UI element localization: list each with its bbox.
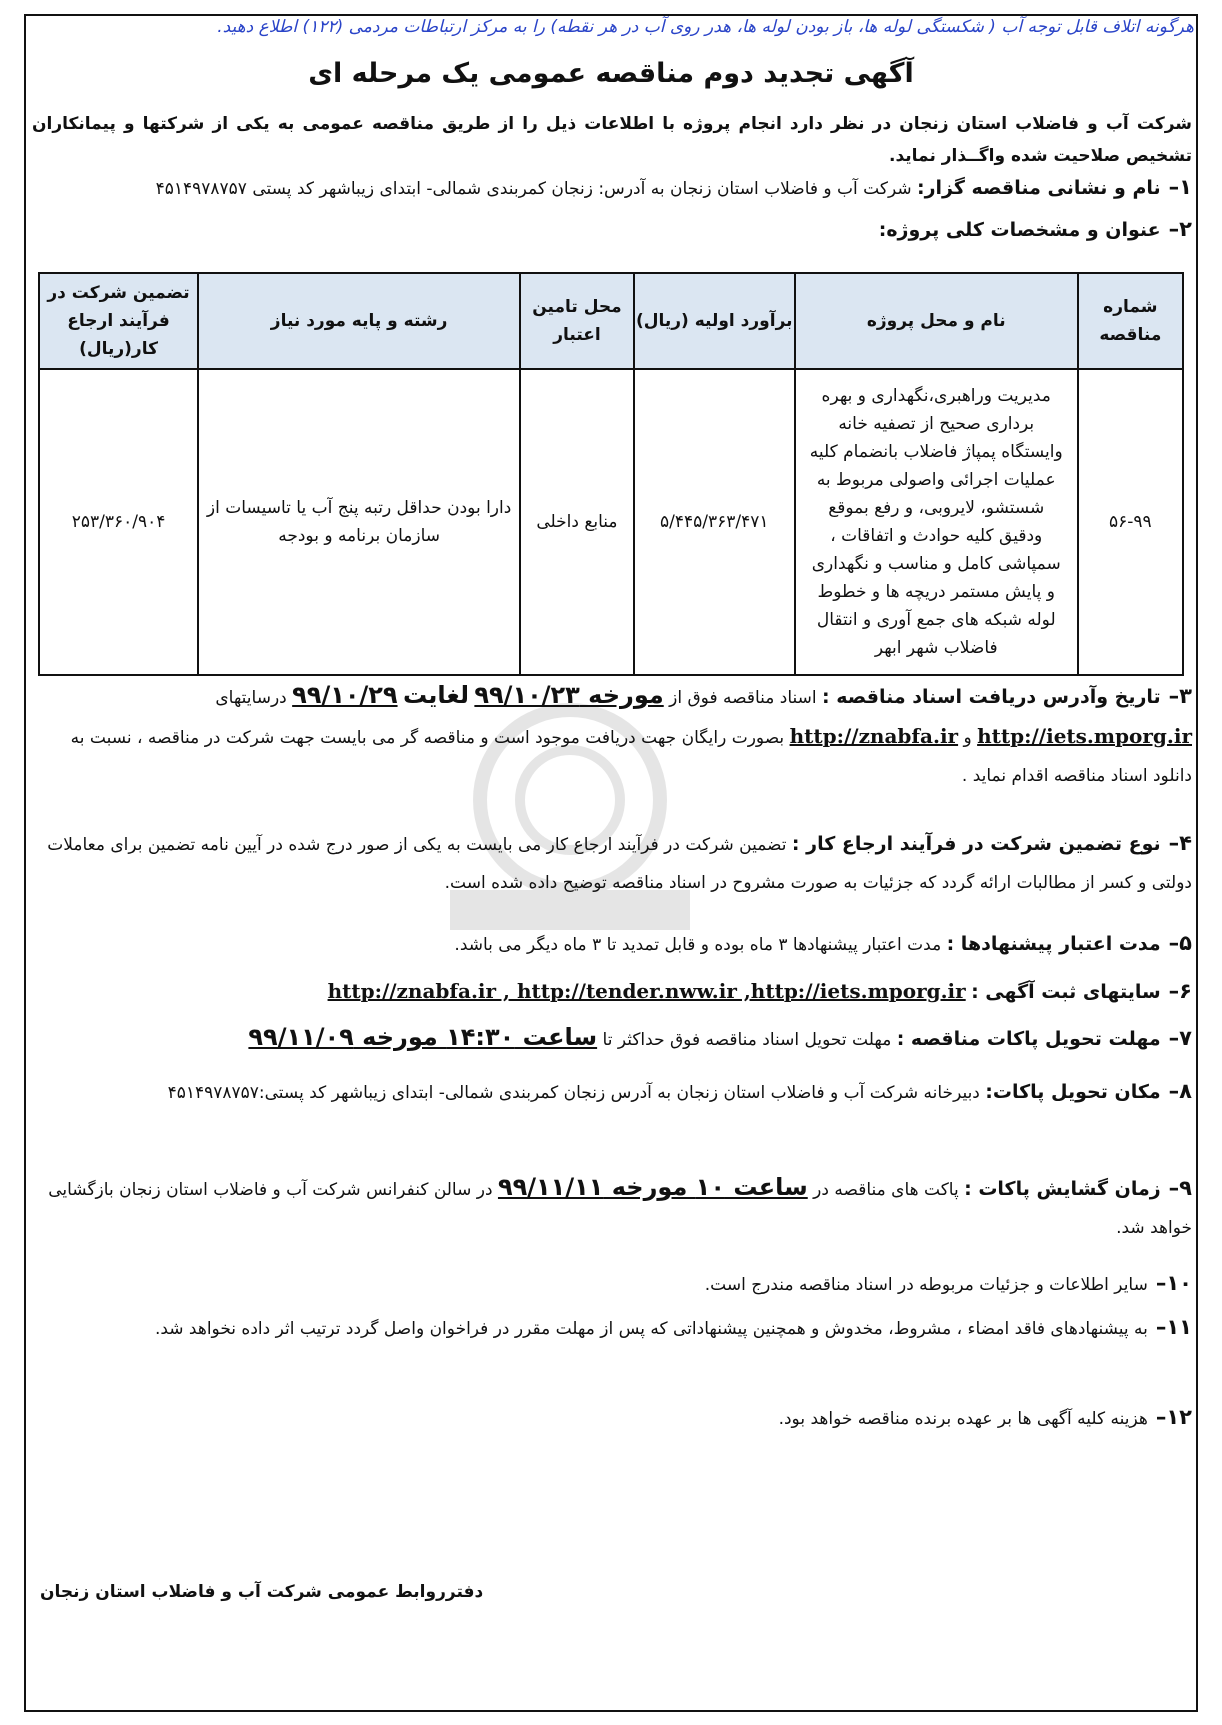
item-7: ۷–مهلت تحویل پاکات مناقصه : مهلت تحویل اسناد مناقصه فوق حداکثر تا ساعت ۱۴:۳۰ مورخه ۹۹/۱۱/۰۹ [248,1023,1192,1051]
cell-funding: منابع داخلی [520,369,634,675]
header-number: شماره مناقصه [1078,273,1183,369]
znabfa-link[interactable]: http://znabfa.ir [789,724,959,748]
end-date: ۹۹/۱۰/۲۹ [292,681,398,709]
item-10: ۱۰–سایر اطلاعات و جزئیات مربوطه در اسناد مناقصه مندرج است. [704,1271,1192,1295]
header-name: نام و محل پروژه [795,273,1078,369]
project-table [38,272,1184,676]
item-2: ۲–عنوان و مشخصات کلی پروژه: [878,217,1192,241]
item-5-label: مدت اعتبار پیشنهادها : [946,933,1161,955]
item-9-label: زمان گشایش پاکات : [964,1178,1161,1200]
item-12: ۱۲–هزینه کلیه آگهی ها بر عهده برنده مناقصه خواهد بود. [778,1405,1192,1429]
item-2-label: عنوان و مشخصات کلی پروژه: [878,219,1161,241]
item-8-label: مکان تحویل پاکات: [985,1081,1161,1103]
item-1-label: نام و نشانی مناقصه گزار: [916,177,1161,199]
cell-number: ۵۶-۹۹ [1078,369,1183,675]
water-loss-notice: هرگونه اتلاف قابل توجه آب ( شکستگی لوله ها، باز بودن لوله ها، هدر روی آب در هر نقطه) را به مرکز ارتباطات مردمی (۱۲۲) اطلاع دهید. [217,17,1194,37]
iets-link[interactable]: http://iets.mporg.ir [977,724,1192,748]
item-4-label: نوع تضمین شرکت در فرآیند ارجاع کار : [791,833,1161,855]
registration-sites-links[interactable]: http://znabfa.ir , http://tender.nww.ir ,http://iets.mporg.ir [327,979,966,1003]
item-9: ۹–زمان گشایش پاکات : پاکت های مناقصه در ساعت ۱۰ مورخه ۹۹/۱۱/۱۱ در سالن کنفرانس شرکت آب و فاضلاب استان زنجان بازگشایی خواهد شد. [48,1173,1192,1238]
header-estimate: برآورد اولیه (ریال) [634,273,795,369]
item-4: ۴–نوع تضمین شرکت در فرآیند ارجاع کار : تضمین شرکت در فرآیند ارجاع کار می بایست به یکی از صور درج شده در آیین نامه تضمین برای معاملات دولتی و کسر از مطالبات ارائه گردد که جزئیات به صورت مشروح در اسناد مناقصه توضیح داده شده است. [47,831,1192,893]
item-1: ۱–نام و نشانی مناقصه گزار: شرکت آب و فاضلاب استان زنجان به آدرس: زنجان کمربندی شمالی- ابتدای زیباشهر کد پستی ۴۵۱۴۹۷۸۷۵۷ [155,175,1192,199]
item-5: ۵–مدت اعتبار پیشنهادها : مدت اعتبار پیشنهادها ۳ ماه بوده و قابل تمدید تا ۳ ماه دیگر می باشد. [454,931,1192,955]
signature: دفترروابط عمومی شرکت آب و فاضلاب استان زنجان [40,1582,484,1602]
page-title: آگهی تجدید دوم مناقصه عمومی یک مرحله ای [308,58,914,89]
intro-paragraph: شرکت آب و فاضلاب استان زنجان در نظر دارد انجام پروژه با اطلاعات ذیل را از طریق مناقصه عمومی به یکی از شرکتها و پیمانکاران تشخیص صلاحیت شده واگــذار نماید. [32,114,1192,166]
item-11: ۱۱–به پیشنهادهای فاقد امضاء ، مشروط، مخدوش و همچنین پیشنهاداتی که پس از مهلت مقرر در فراخوان واصل گردد ترتیب اثر داده نخواهد شد. [154,1315,1192,1339]
cell-field: دارا بودن حداقل رتبه پنج آب یا تاسیسات از سازمان برنامه و بودجه [198,369,520,675]
item-3: ۳–تاریخ وآدرس دریافت اسناد مناقصه : اسناد مناقصه فوق از مورخه ۹۹/۱۰/۲۳ لغایت ۹۹/۱۰/۲۹ درسایتهای http://iets.mporg.ir و http://znabfa.ir بصورت رایگان جهت دریافت موجود است و مناقصه گر می بایست جهت شرکت در مناقصه ، نسبت به دانلود اسناد مناقصه اقدام نماید . [70,681,1192,786]
cell-guarantee: ۲۵۳/۳۶۰/۹۰۴ [39,369,198,675]
header-field: رشته و پایه مورد نیاز [198,273,520,369]
header-guarantee: تضمین شرکت در فرآیند ارجاع کار(ریال) [39,273,198,369]
item-7-label: مهلت تحویل پاکات مناقصه : [896,1028,1161,1050]
cell-name: مدیریت وراهبری،نگهداری و بهره برداری صحیح از تصفیه خانه وایستگاه پمپاژ فاضلاب بانضمام کلیه عملیات اجرائی واصولی مربوط به شستشو، لایروبی، و رفع بموقع ودقیق کلیه حوادث و اتفاقات ، سمپاشی کامل و مناسب و نگهداری و پایش مستمر دریچه ها و خطوط لوله شبکه های جمع آوری و انتقال فاضلاب شهر ابهر [795,369,1078,675]
submission-deadline: ساعت ۱۴:۳۰ مورخه ۹۹/۱۱/۰۹ [248,1023,598,1051]
item-6: ۶–سایتهای ثبت آگهی : http://znabfa.ir , http://tender.nww.ir ,http://iets.mporg.ir [327,979,1192,1003]
start-date: مورخه ۹۹/۱۰/۲۳ [474,681,664,709]
opening-time: ساعت ۱۰ مورخه ۹۹/۱۱/۱۱ [497,1173,808,1201]
item-8: ۸–مکان تحویل پاکات: دبیرخانه شرکت آب و فاضلاب استان زنجان به آدرس زنجان کمربندی شمالی- ابتدای زیباشهر کد پستی:۴۵۱۴۹۷۸۷۵۷ [167,1079,1192,1103]
table-row [39,369,1183,675]
header-funding: محل تامین اعتبار [520,273,634,369]
table-header-row [39,273,1183,369]
item-6-label: سایتهای ثبت آگهی : [971,981,1161,1003]
item-3-label: تاریخ وآدرس دریافت اسناد مناقصه : [822,686,1161,708]
cell-estimate: ۵/۴۴۵/۳۶۳/۴۷۱ [634,369,795,675]
item-1-text: شرکت آب و فاضلاب استان زنجان به آدرس: زنجان کمربندی شمالی- ابتدای زیباشهر کد پستی ۴۵۱۴۹۷۸۷۵۷ [155,179,912,199]
